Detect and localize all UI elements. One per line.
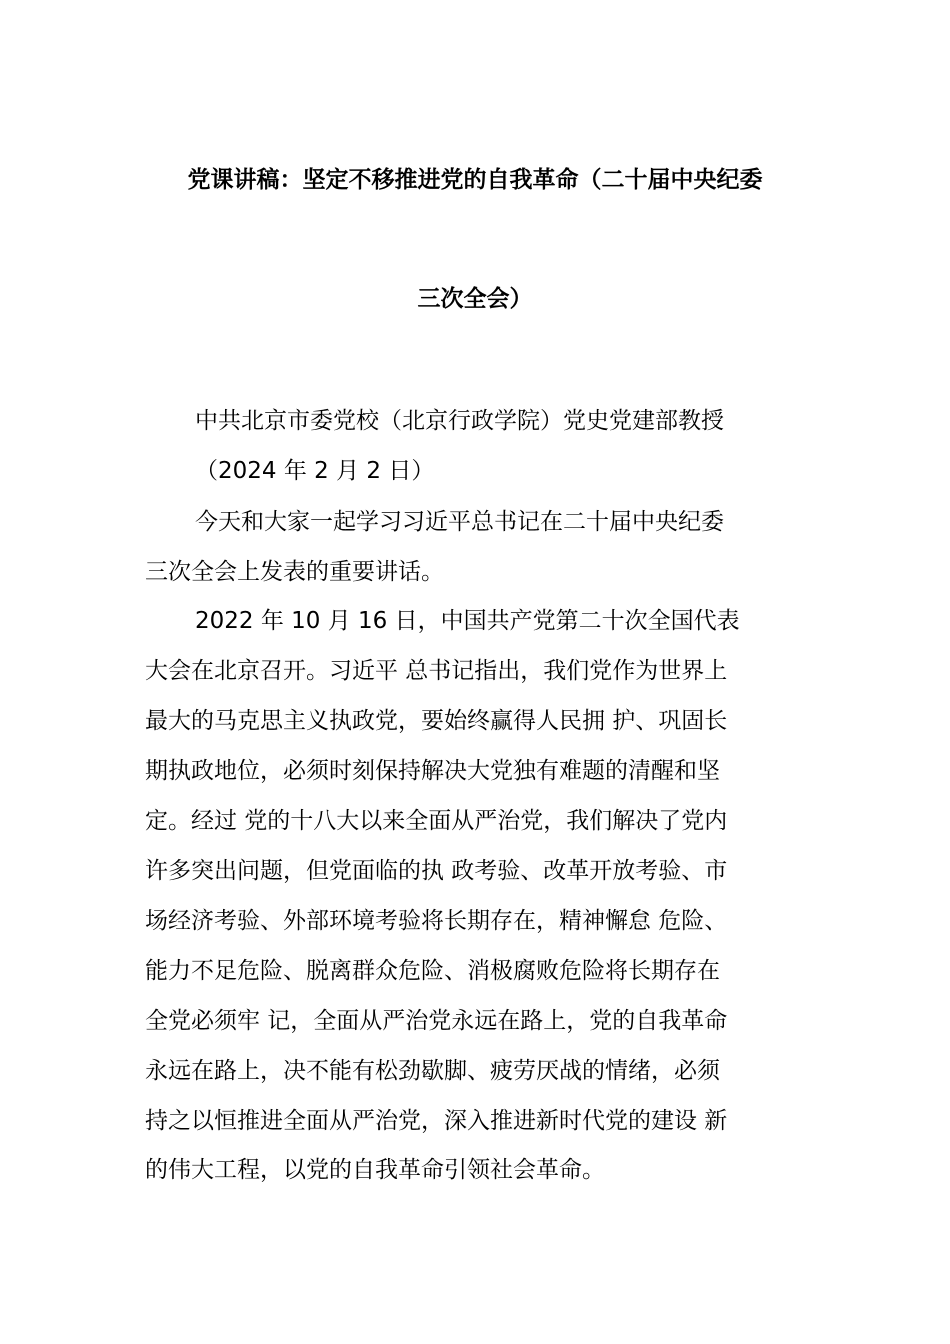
paragraph-2-line-2: 大会在北京召开。习近平 总书记指出，我们党作为世界上 — [145, 658, 728, 684]
paragraph-2-line-9: 全党必须牢 记，全面从严治党永远在路上，党的自我革命 — [145, 1008, 728, 1034]
paragraph-2-line-12: 的伟大工程，以党的自我革命引领社会革命。 — [145, 1157, 605, 1183]
paragraph-2-line-4: 期执政地位，必须时刻保持解决大党独有难题的清醒和坚 — [145, 758, 720, 784]
paragraph-2-line-10: 永远在路上，决不能有松劲歇脚、疲劳厌战的情绪，必须 — [145, 1058, 720, 1084]
paragraph-2-line-5: 定。经过 党的十八大以来全面从严治党，我们解决了党内 — [145, 808, 728, 834]
paragraph-2-line-6: 许多突出问题，但党面临的执 政考验、改革开放考验、市 — [145, 858, 728, 884]
paragraph-2-line-8: 能力不足危险、脱离群众危险、消极腐败危险将长期存在 — [145, 958, 720, 984]
author-line: 中共北京市委党校（北京行政学院）党史党建部教授 — [195, 408, 724, 434]
paragraph-2-line-1: 2022 年 10 月 16 日，中国共产党第二十次全国代表 — [195, 608, 740, 634]
paragraph-1-line-1: 今天和大家一起学习习近平总书记在二十届中央纪委 — [195, 509, 724, 535]
paragraph-2-line-11: 持之以恒推进全面从严治党，深入推进新时代党的建设 新 — [145, 1108, 728, 1134]
paragraph-1-line-2: 三次全会上发表的重要讲话。 — [145, 559, 444, 585]
document-title-line-1: 党课讲稿：坚定不移推进党的自我革命（二十届中央纪委 — [187, 167, 763, 193]
document-title-line-2: 三次全会） — [417, 286, 533, 312]
date-line: （2024 年 2 月 2 日） — [195, 458, 435, 484]
paragraph-2-line-7: 场经济考验、外部环境考验将长期存在，精神懈怠 危险、 — [145, 908, 728, 934]
paragraph-2-line-3: 最大的马克思主义执政党，要始终赢得人民拥 护、巩固长 — [145, 708, 728, 734]
